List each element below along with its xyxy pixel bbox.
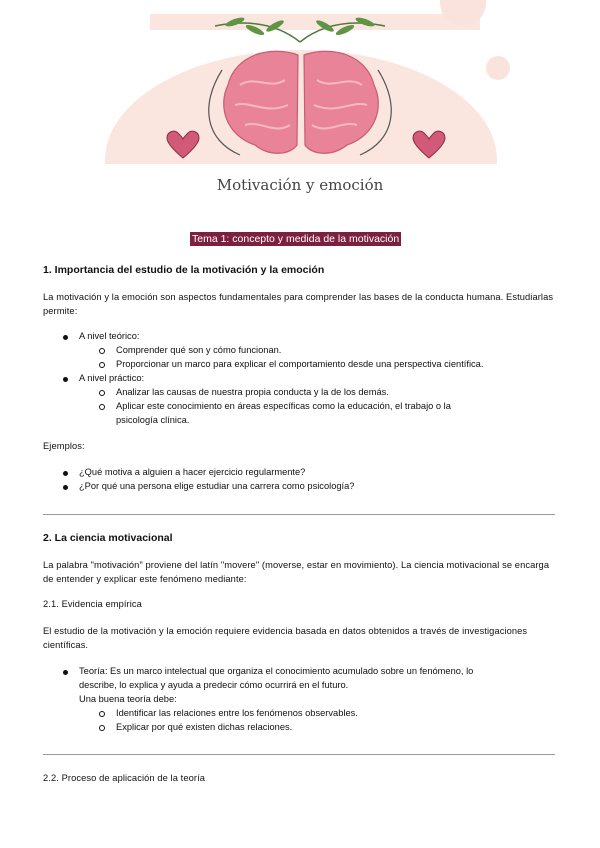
circle-bullet-icon: [99, 390, 105, 396]
bullet-icon: [63, 485, 68, 490]
section-2-heading: 2. La ciencia motivacional: [43, 532, 173, 544]
list-item: A nivel práctico:: [79, 373, 145, 383]
list-item: describe, lo explica y ayuda a predecir cómo ocurrirá en el futuro.: [79, 680, 349, 690]
section-2-intro: La palabra "motivación" proviene del latín "movere" (moverse, estar en movimiento). La ciencia motivacional se encarga de entender y explicar este fenómeno mediante:: [43, 560, 550, 584]
list-item: ¿Por qué una persona elige estudiar una carrera como psicología?: [79, 481, 355, 491]
list-item: Proporcionar un marco para explicar el comportamiento desde una perspectiva científica.: [116, 359, 484, 369]
decorative-circle: [486, 56, 510, 80]
list-item: Teoría: Es un marco intelectual que organiza el conocimiento acumulado sobre un fenómeno, lo: [79, 666, 474, 676]
bullet-icon: [63, 471, 68, 476]
list-item: A nivel teórico:: [79, 331, 140, 341]
section-1-intro: La motivación y la emoción son aspectos fundamentales para comprender las bases de la conducta humana. Estudiarlas permite:: [43, 292, 554, 316]
list-item: Una buena teoría debe:: [79, 694, 177, 704]
circle-bullet-icon: [99, 711, 105, 717]
circle-bullet-icon: [99, 404, 105, 410]
list-item: Explicar por qué existen dichas relaciones.: [116, 722, 293, 732]
document-title: Motivación y emoción: [216, 176, 384, 194]
bullet-icon: [63, 670, 68, 675]
subsection-text: El estudio de la motivación y la emoción requiere evidencia basada en datos obtenidos a través de investigaciones científicas.: [43, 626, 528, 650]
list-item: Comprender qué son y cómo funcionan.: [116, 345, 282, 355]
circle-bullet-icon: [99, 725, 105, 731]
topic-highlight: Tema 1: concepto y medida de la motivación: [192, 233, 400, 245]
list-item: psicología clínica.: [116, 415, 190, 425]
list-item: ¿Qué motiva a alguien a hacer ejercicio regularmente?: [79, 467, 306, 477]
heart-icon: [166, 130, 200, 160]
bullet-icon: [63, 335, 68, 340]
brain-icon: [200, 45, 400, 165]
list-item: Aplicar este conocimiento en áreas específicas como la educación, el trabajo o la: [116, 401, 451, 411]
circle-bullet-icon: [99, 348, 105, 354]
subsection-heading: 2.1. Evidencia empírica: [43, 599, 142, 609]
subsection-heading: 2.2. Proceso de aplicación de la teoría: [43, 773, 206, 783]
heart-icon: [412, 130, 446, 160]
examples-label: Ejemplos:: [43, 441, 85, 451]
divider: [43, 514, 555, 515]
section-1-heading: 1. Importancia del estudio de la motivación y la emoción: [43, 264, 325, 276]
list-item: Identificar las relaciones entre los fenómenos observables.: [116, 708, 358, 718]
circle-bullet-icon: [99, 362, 105, 368]
bullet-icon: [63, 377, 68, 382]
list-item: Analizar las causas de nuestra propia conducta y la de los demás.: [116, 387, 389, 397]
divider: [43, 754, 555, 755]
